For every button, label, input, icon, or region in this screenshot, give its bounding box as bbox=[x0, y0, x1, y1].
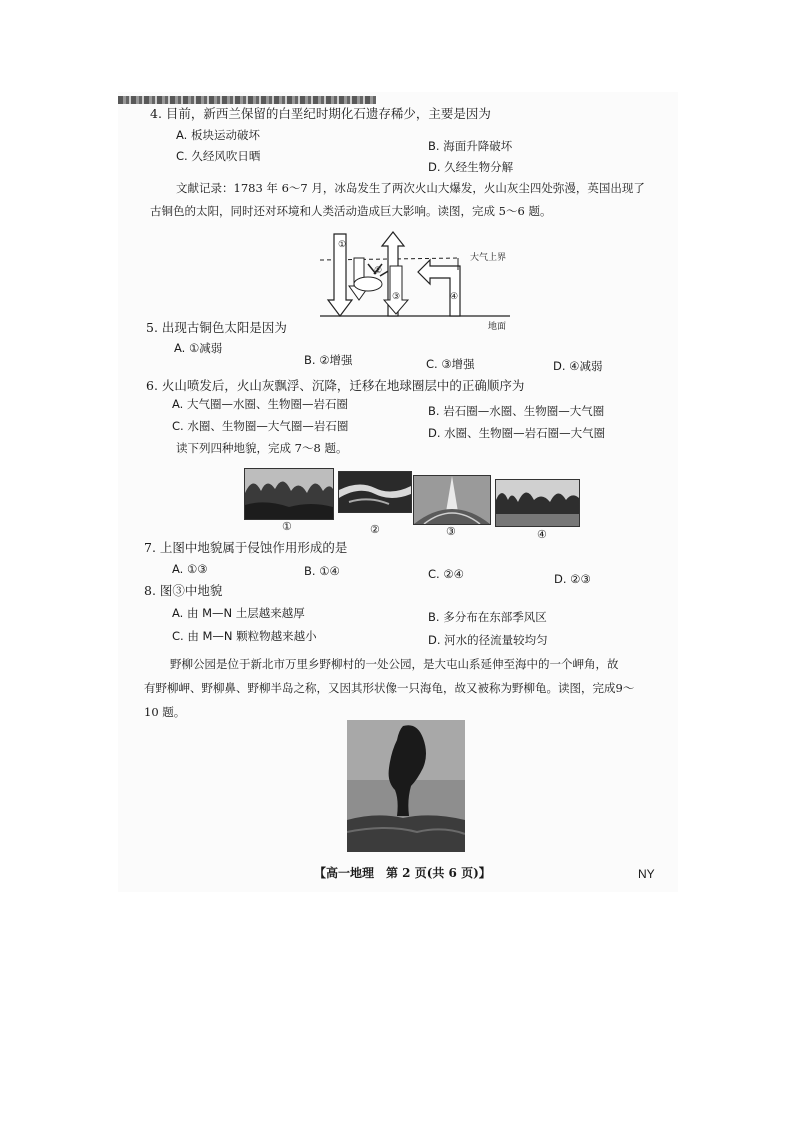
q6-option-d: D. 水圈、生物圈—岩石圈—大气圈 bbox=[428, 426, 606, 440]
ground-label: 地面 bbox=[488, 322, 507, 332]
q8-option-a: A. 由 M—N 土层越来越厚 bbox=[172, 606, 305, 620]
q4-option-a: A. 板块运动破坏 bbox=[176, 128, 260, 142]
q7-stem: 7. 上图中地貌属于侵蚀作用形成的是 bbox=[144, 540, 348, 555]
arrow-4 bbox=[418, 260, 460, 316]
landform-photo-4 bbox=[495, 479, 580, 527]
landform-photo-3 bbox=[413, 475, 491, 525]
yehliu-rock-photo bbox=[347, 720, 465, 852]
q6-stem: 6. 火山喷发后，火山灰飘浮、沉降，迁移在地球圈层中的正确顺序为 bbox=[146, 378, 525, 393]
intro-7-8: 读下列四种地貌，完成 7～8 题。 bbox=[176, 441, 348, 455]
page-code: NY bbox=[638, 867, 655, 881]
q5-option-d: D. ④减弱 bbox=[553, 359, 603, 373]
q5-stem: 5. 出现古铜色太阳是因为 bbox=[146, 320, 287, 335]
atmosphere-radiation-diagram bbox=[320, 224, 520, 334]
q7-option-d: D. ②③ bbox=[554, 572, 591, 586]
q4-option-b: B. 海面升降破坏 bbox=[428, 139, 513, 153]
q8-option-d: D. 河水的径流量较均匀 bbox=[428, 633, 548, 647]
intro-5-6-line2: 古铜色的太阳，同时还对环境和人类活动造成巨大影响。读图，完成 5～6 题。 bbox=[150, 204, 552, 218]
q4-option-d: D. 久经生物分解 bbox=[428, 160, 514, 174]
intro-9-10-line1: 野柳公园是位于新北市万里乡野柳村的一处公园，是大屯山系延伸至海中的一个岬角，故 bbox=[170, 657, 619, 671]
q6-option-c: C. 水圈、生物圈—大气圈—岩石圈 bbox=[172, 419, 349, 433]
photo-label-3: ③ bbox=[446, 525, 456, 538]
photo-label-4: ④ bbox=[537, 528, 547, 541]
arrow-label-4: ④ bbox=[450, 292, 459, 302]
q8-option-c: C. 由 M—N 颗粒物越来越小 bbox=[172, 629, 317, 643]
q6-option-a: A. 大气圈—水圈、生物圈—岩石圈 bbox=[172, 397, 348, 411]
q7-option-a: A. ①③ bbox=[172, 562, 208, 576]
arrow-label-1: ① bbox=[338, 240, 347, 250]
intro-9-10-line3: 10 题。 bbox=[144, 705, 186, 719]
cloud bbox=[354, 277, 382, 291]
q8-option-b: B. 多分布在东部季风区 bbox=[428, 610, 547, 624]
atmosphere-top-label: 大气上界 bbox=[470, 253, 507, 263]
q5-option-c: C. ③增强 bbox=[426, 357, 475, 371]
q5-option-a: A. ①减弱 bbox=[174, 341, 223, 355]
scan-artifact bbox=[118, 96, 376, 104]
landform-photo-1 bbox=[244, 468, 334, 520]
q8-stem: 8. 图③中地貌 bbox=[144, 583, 223, 598]
photo-label-2: ② bbox=[370, 523, 380, 536]
q7-option-b: B. ①④ bbox=[304, 564, 340, 578]
q7-option-c: C. ②④ bbox=[428, 567, 464, 581]
q4-stem: 4. 目前，新西兰保留的白垩纪时期化石遗存稀少，主要是因为 bbox=[150, 106, 491, 121]
landform-photo-2 bbox=[338, 471, 412, 513]
q6-option-b: B. 岩石圈—水圈、生物圈—大气圈 bbox=[428, 404, 605, 418]
q5-option-b: B. ②增强 bbox=[304, 353, 353, 367]
intro-5-6-line1: 文献记录：1783 年 6～7 月，冰岛发生了两次火山大爆发，火山灰尘四处弥漫，英国出现了 bbox=[176, 181, 645, 195]
arrow-label-2: ② bbox=[374, 266, 383, 276]
arrow-label-3: ③ bbox=[392, 292, 401, 302]
intro-9-10-line2: 有野柳岬、野柳鼻、野柳半岛之称，又因其形状像一只海龟，故又被称为野柳龟。读图，完成9～ bbox=[144, 681, 635, 695]
photo-label-1: ① bbox=[282, 520, 292, 533]
q4-option-c: C. 久经风吹日晒 bbox=[176, 149, 261, 163]
page-footer: 【高一地理 第 2 页(共 6 页)】 bbox=[314, 866, 491, 880]
